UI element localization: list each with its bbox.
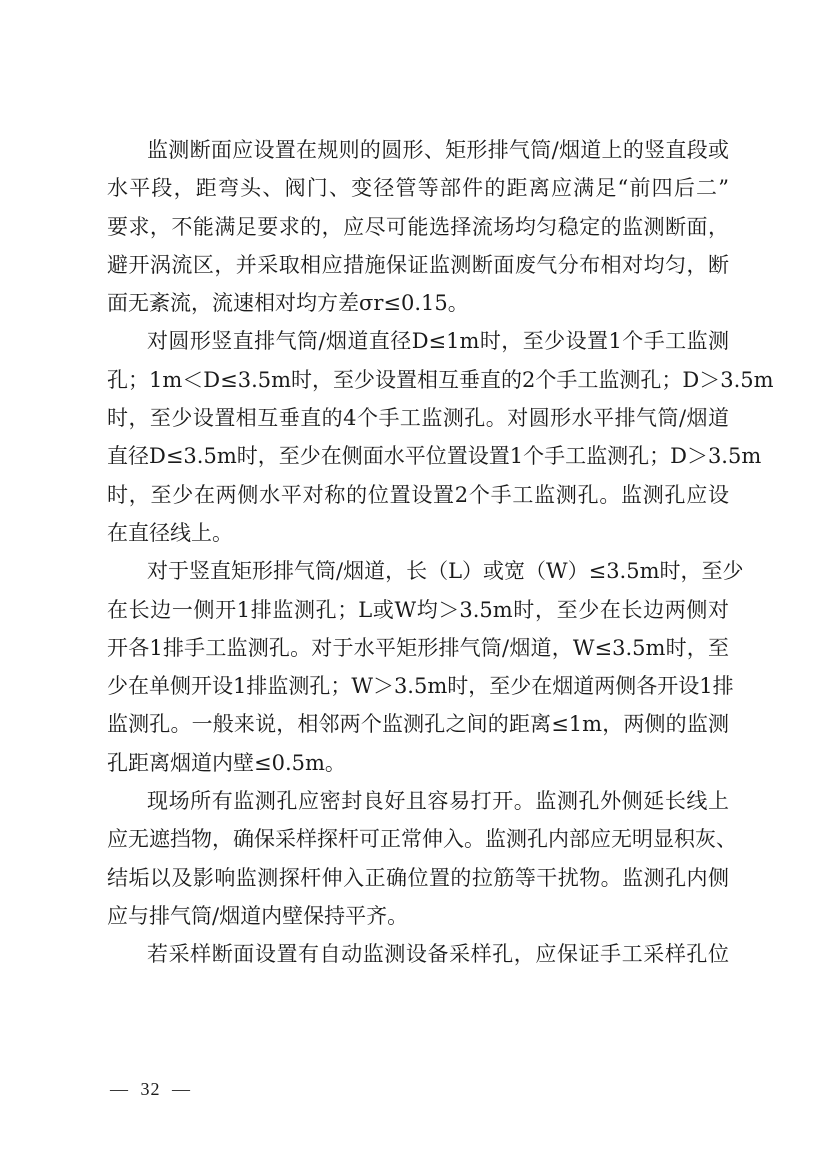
text-line: 水平段，距弯头、阀门、变径管等部件的距离应满足“前四后二” [107,176,729,201]
text-line: 孔；1m＜D≤3.5m时，至少设置相互垂直的2个手工监测孔；D＞3.5m [107,367,774,392]
text-line: 开各1排手工监测孔。对于水平矩形排气筒/烟道，W≤3.5m时，至 [107,635,729,660]
paragraph-4 [107,782,737,935]
text-line: 直径D≤3.5m时，至少在侧面水平位置设置1个手工监测孔；D＞3.5m [107,444,762,469]
text-line: 监测断面应设置在规则的圆形、矩形排气筒/烟道上的竖直段或 [147,138,729,162]
document-body [107,131,774,974]
text-line: 结垢以及影响监测探杆伸入正确位置的拉筋等干扰物。监测孔内侧 [107,865,729,890]
text-line: 孔距离烟道内壁≤0.5m。 [107,750,346,775]
text-line: 若采样断面设置有自动监测设备采样孔，应保证手工采样孔位 [147,942,729,967]
text-line: 避开涡流区，并采取相应措施保证监测断面废气分布相对均匀，断 [107,252,729,277]
page-number: 32 [140,1079,161,1099]
text-line: 在直径线上。 [107,520,233,545]
text-line: 应无遮挡物，确保采样探杆可正常伸入。监测孔内部应无明显积灰、 [107,827,737,852]
paragraph-5 [107,935,729,973]
text-line: 时，至少设置相互垂直的4个手工监测孔。对圆形水平排气筒/烟道 [107,406,729,431]
text-line: 现场所有监测孔应密封良好且容易打开。监测孔外侧延长线上 [147,789,729,814]
paragraph-1 [107,131,729,322]
text-line: 要求，不能满足要求的，应尽可能选择流场均匀稳定的监测断面， [107,214,729,239]
text-line: 监测孔。一般来说，相邻两个监测孔之间的距离≤1m，两侧的监测 [107,712,729,737]
page-number-dash-left: — [110,1079,129,1099]
paragraph-3 [107,552,744,782]
text-line: 应与排气筒/烟道内壁保持平齐。 [107,903,409,928]
text-line: 在长边一侧开1排监测孔；L或W均＞3.5m时，至少在长边两侧对 [107,597,729,622]
text-line: 时，至少在两侧水平对称的位置设置2个手工监测孔。监测孔应设 [107,482,729,507]
text-line: 对圆形竖直排气筒/烟道直径D≤1m时，至少设置1个手工监测 [147,329,729,354]
page-number-dash-right: — [172,1079,191,1099]
page-number-footer [104,1079,197,1100]
text-line: 对于竖直矩形排气筒/烟道，长（L）或宽（W）≤3.5m时，至少 [147,559,744,584]
text-line: 面无紊流，流速相对均方差σr≤0.15。 [107,291,469,316]
paragraph-2 [107,322,774,552]
text-line: 少在单侧开设1排监测孔；W＞3.5m时，至少在烟道两侧各开设1排 [107,674,734,699]
